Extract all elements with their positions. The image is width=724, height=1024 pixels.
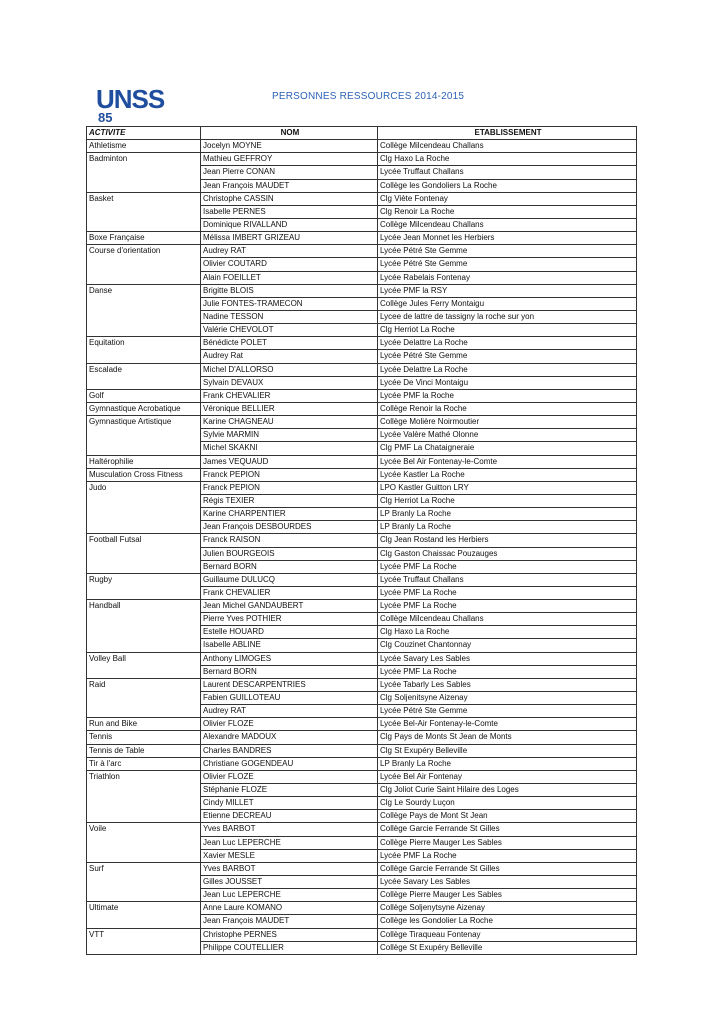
establishment-cell: Clg Viète Fontenay (378, 192, 637, 205)
activity-cell (87, 586, 201, 599)
establishment-cell: Clg Gaston Chaissac Pouzauges (378, 547, 637, 560)
establishment-cell: Lycée Bel Air Fontenay-le-Comte (378, 455, 637, 468)
name-cell: Alexandre MADOUX (201, 731, 378, 744)
table-row (87, 613, 637, 626)
establishment-cell: Lycée De Vinci Montaigu (378, 376, 637, 389)
establishment-cell: Clg Jean Rostand les Herbiers (378, 534, 637, 547)
table-row (87, 731, 637, 744)
activity-cell: Tir à l'arc (87, 757, 201, 770)
table-row (87, 573, 637, 586)
activity-cell: Equitation (87, 337, 201, 350)
resources-table (86, 126, 637, 955)
table-row (87, 508, 637, 521)
table-row (87, 718, 637, 731)
establishment-cell: Collège Tiraqueau Fontenay (378, 928, 637, 941)
activity-cell (87, 665, 201, 678)
establishment-cell: Lycée PMF la Roche (378, 389, 637, 402)
name-cell: Nadine TESSON (201, 310, 378, 323)
name-cell: Xavier MESLE (201, 849, 378, 862)
name-cell: Michel SKAKNI (201, 442, 378, 455)
activity-cell (87, 876, 201, 889)
activity-cell: Boxe Française (87, 232, 201, 245)
page-title: PERSONNES RESSOURCES 2014-2015 (272, 91, 465, 102)
establishment-cell: Collège Milcendeau Challans (378, 140, 637, 153)
activity-cell (87, 692, 201, 705)
name-cell: Cindy MILLET (201, 797, 378, 810)
name-cell: Christophe PERNES (201, 928, 378, 941)
name-cell: Jocelyn MOYNE (201, 140, 378, 153)
activity-cell: Escalade (87, 363, 201, 376)
activity-cell (87, 324, 201, 337)
table-header-row (87, 127, 637, 140)
establishment-cell: Lycée Truffaut Challans (378, 166, 637, 179)
table-row (87, 797, 637, 810)
activity-cell: Badminton (87, 153, 201, 166)
activity-cell (87, 784, 201, 797)
activity-cell: Haltérophilie (87, 455, 201, 468)
establishment-cell: Lycée Delattre La Roche (378, 363, 637, 376)
establishment-cell: Clg Couzinet Chantonnay (378, 639, 637, 652)
name-cell: Franck PEPION (201, 468, 378, 481)
table-row (87, 560, 637, 573)
table-row (87, 337, 637, 350)
activity-cell (87, 705, 201, 718)
table-row (87, 179, 637, 192)
establishment-cell: Collège Pays de Mont St Jean (378, 810, 637, 823)
activity-cell (87, 915, 201, 928)
table-row (87, 547, 637, 560)
table-row (87, 902, 637, 915)
establishment-cell: Clg Pays de Monts St Jean de Monts (378, 731, 637, 744)
name-cell: Julien BOURGEOIS (201, 547, 378, 560)
activity-cell (87, 179, 201, 192)
table-row (87, 402, 637, 415)
table-row (87, 600, 637, 613)
name-cell: Régis TEXIER (201, 494, 378, 507)
table-row (87, 416, 637, 429)
column-header-etablissement: ETABLISSEMENT (378, 127, 637, 140)
name-cell: Gilles JOUSSET (201, 876, 378, 889)
table-row (87, 889, 637, 902)
activity-cell: Ultimate (87, 902, 201, 915)
name-cell: Christiane GOGENDEAU (201, 757, 378, 770)
table-row (87, 429, 637, 442)
table-row (87, 310, 637, 323)
establishment-cell: Collège Pierre Mauger Les Sables (378, 836, 637, 849)
table-row (87, 626, 637, 639)
table-row (87, 652, 637, 665)
table-row (87, 586, 637, 599)
name-cell: Christophe CASSIN (201, 192, 378, 205)
name-cell: Franck RAISON (201, 534, 378, 547)
establishment-cell: Collège Garcie Ferrande St Gilles (378, 862, 637, 875)
table-row (87, 744, 637, 757)
activity-cell (87, 218, 201, 231)
name-cell: Bernard BORN (201, 665, 378, 678)
activity-cell: Danse (87, 284, 201, 297)
activity-cell: Basket (87, 192, 201, 205)
establishment-cell: Lycée Pétré Ste Gemme (378, 350, 637, 363)
establishment-cell: Lycée Rabelais Fontenay (378, 271, 637, 284)
establishment-cell: Lycée Pétré Ste Gemme (378, 245, 637, 258)
establishment-cell: Lycée Truffaut Challans (378, 573, 637, 586)
logo-text: UNSS (96, 84, 165, 114)
table-row (87, 534, 637, 547)
table-row (87, 284, 637, 297)
name-cell: Jean Pierre CONAN (201, 166, 378, 179)
activity-cell: Gymnastique Artistique (87, 416, 201, 429)
activity-cell (87, 429, 201, 442)
table-row (87, 455, 637, 468)
activity-cell (87, 521, 201, 534)
establishment-cell: Clg Renoir La Roche (378, 205, 637, 218)
activity-cell (87, 626, 201, 639)
name-cell: Audrey Rat (201, 350, 378, 363)
name-cell: Jean Michel GANDAUBERT (201, 600, 378, 613)
name-cell: Audrey RAT (201, 245, 378, 258)
establishment-cell: Clg Haxo La Roche (378, 626, 637, 639)
establishment-cell: Clg Soljenitsyne Aizenay (378, 692, 637, 705)
table-row (87, 324, 637, 337)
table-row (87, 705, 637, 718)
establishment-cell: Lycée Savary Les Sables (378, 876, 637, 889)
table-row (87, 389, 637, 402)
name-cell: Véronique BELLIER (201, 402, 378, 415)
name-cell: Isabelle PERNES (201, 205, 378, 218)
establishment-cell: Lycee de lattre de tassigny la roche sur yon (378, 310, 637, 323)
table-row (87, 941, 637, 954)
establishment-cell: Lycée Pétré Ste Gemme (378, 705, 637, 718)
table-row (87, 376, 637, 389)
table-row (87, 757, 637, 770)
name-cell: Jean Luc LEPERCHE (201, 889, 378, 902)
name-cell: Valérie CHEVOLOT (201, 324, 378, 337)
activity-cell (87, 376, 201, 389)
establishment-cell: Lycée Delattre La Roche (378, 337, 637, 350)
column-header-activite: ACTIVITE (87, 127, 201, 140)
name-cell: Michel D'ALLORSO (201, 363, 378, 376)
activity-cell (87, 508, 201, 521)
table-row (87, 245, 637, 258)
name-cell: Etienne DECREAU (201, 810, 378, 823)
activity-cell (87, 810, 201, 823)
table-row (87, 928, 637, 941)
establishment-cell: Clg Haxo La Roche (378, 153, 637, 166)
establishment-cell: Collège Garcie Ferrande St Gilles (378, 823, 637, 836)
establishment-cell: LP Branly La Roche (378, 521, 637, 534)
establishment-cell: Lycée PMF La Roche (378, 665, 637, 678)
name-cell: Alain FOEILLET (201, 271, 378, 284)
activity-cell: Triathlon (87, 770, 201, 783)
table-row (87, 140, 637, 153)
establishment-cell: Collège Renoir la Roche (378, 402, 637, 415)
name-cell: Jean François MAUDET (201, 179, 378, 192)
establishment-cell: Lycée Bel-Air Fontenay-le-Comte (378, 718, 637, 731)
name-cell: Karine CHARPENTIER (201, 508, 378, 521)
name-cell: Stéphanie FLOZE (201, 784, 378, 797)
table-row (87, 297, 637, 310)
activity-cell (87, 271, 201, 284)
table-row (87, 258, 637, 271)
table-row (87, 678, 637, 691)
table-row (87, 363, 637, 376)
activity-cell (87, 836, 201, 849)
activity-cell: Musculation Cross Fitness (87, 468, 201, 481)
table-row (87, 468, 637, 481)
establishment-cell: Clg Joliot Curie Saint Hilaire des Loges (378, 784, 637, 797)
table-row (87, 442, 637, 455)
table-row (87, 665, 637, 678)
table-row (87, 823, 637, 836)
establishment-cell: Lycée PMF La Roche (378, 586, 637, 599)
activity-cell (87, 494, 201, 507)
table-row (87, 271, 637, 284)
establishment-cell: Lycée Pétré Ste Gemme (378, 258, 637, 271)
name-cell: Estelle HOUARD (201, 626, 378, 639)
establishment-cell: Collège Milcendeau Challans (378, 218, 637, 231)
name-cell: Charles BANDRES (201, 744, 378, 757)
establishment-cell: Clg Herriot La Roche (378, 324, 637, 337)
establishment-cell: Collège Milcendeau Challans (378, 613, 637, 626)
activity-cell: Voile (87, 823, 201, 836)
activity-cell: Run and Bike (87, 718, 201, 731)
table-row (87, 862, 637, 875)
name-cell: Olivier FLOZE (201, 718, 378, 731)
establishment-cell: Lycée PMF La Roche (378, 560, 637, 573)
name-cell: Yves BARBOT (201, 823, 378, 836)
table-row (87, 218, 637, 231)
activity-cell: Volley Ball (87, 652, 201, 665)
activity-cell (87, 350, 201, 363)
name-cell: Isabelle ABLINE (201, 639, 378, 652)
activity-cell (87, 205, 201, 218)
name-cell: Mathieu GEFFROY (201, 153, 378, 166)
establishment-cell: Collège Pierre Mauger Les Sables (378, 889, 637, 902)
activity-cell: Football Futsal (87, 534, 201, 547)
name-cell: Sylvain DEVAUX (201, 376, 378, 389)
name-cell: Brigitte BLOIS (201, 284, 378, 297)
activity-cell: Athletisme (87, 140, 201, 153)
name-cell: Bénédicte POLET (201, 337, 378, 350)
activity-cell: Raid (87, 678, 201, 691)
activity-cell: VTT (87, 928, 201, 941)
name-cell: Frank CHEVALIER (201, 586, 378, 599)
name-cell: Fabien GUILLOTEAU (201, 692, 378, 705)
establishment-cell: Clg PMF La Chataigneraie (378, 442, 637, 455)
table-row (87, 915, 637, 928)
establishment-cell: Lycée PMF la RSY (378, 284, 637, 297)
name-cell: Julie FONTES-TRAMECON (201, 297, 378, 310)
establishment-cell: Collège Molière Noirmoutier (378, 416, 637, 429)
activity-cell: Tennis de Table (87, 744, 201, 757)
establishment-cell: Collège Soljenytsyne Aizenay (378, 902, 637, 915)
establishment-cell: Collège les Gondoliers La Roche (378, 179, 637, 192)
activity-cell (87, 547, 201, 560)
establishment-cell: Collège les Gondolier La Roche (378, 915, 637, 928)
logo-number: 85 (98, 110, 113, 124)
name-cell: Mélissa IMBERT GRIZEAU (201, 232, 378, 245)
activity-cell (87, 941, 201, 954)
establishment-cell: Lycée Bel Air Fontenay (378, 770, 637, 783)
table-row (87, 521, 637, 534)
activity-cell: Judo (87, 481, 201, 494)
activity-cell: Gymnastique Acrobatique (87, 402, 201, 415)
establishment-cell: Collège Jules Ferry Montaigu (378, 297, 637, 310)
name-cell: Philippe COUTELLIER (201, 941, 378, 954)
column-header-nom: NOM (201, 127, 378, 140)
name-cell: Olivier COUTARD (201, 258, 378, 271)
name-cell: Franck PEPION (201, 481, 378, 494)
table-row (87, 481, 637, 494)
activity-cell (87, 889, 201, 902)
name-cell: Jean François MAUDET (201, 915, 378, 928)
table-row (87, 849, 637, 862)
establishment-cell: Lycée Tabarly Les Sables (378, 678, 637, 691)
establishment-cell: Clg St Exupéry Belleville (378, 744, 637, 757)
activity-cell: Rugby (87, 573, 201, 586)
activity-cell (87, 442, 201, 455)
establishment-cell: LPO Kastler Guitton LRY (378, 481, 637, 494)
activity-cell: Golf (87, 389, 201, 402)
establishment-cell: Lycée Kastler La Roche (378, 468, 637, 481)
table-row (87, 153, 637, 166)
table-row (87, 494, 637, 507)
name-cell: Bernard BORN (201, 560, 378, 573)
table-row (87, 205, 637, 218)
name-cell: Audrey RAT (201, 705, 378, 718)
establishment-cell: LP Branly La Roche (378, 757, 637, 770)
table-body (87, 140, 637, 955)
activity-cell (87, 797, 201, 810)
table-row (87, 692, 637, 705)
unss-logo (94, 84, 188, 124)
name-cell: Laurent DESCARPENTRIES (201, 678, 378, 691)
name-cell: Karine CHAGNEAU (201, 416, 378, 429)
activity-cell (87, 639, 201, 652)
table-row (87, 770, 637, 783)
establishment-cell: Lycée Jean Monnet les Herbiers (378, 232, 637, 245)
activity-cell (87, 297, 201, 310)
name-cell: Pierre Yves POTHIER (201, 613, 378, 626)
name-cell: Anne Laure KOMANO (201, 902, 378, 915)
establishment-cell: Clg Herriot La Roche (378, 494, 637, 507)
table-row (87, 232, 637, 245)
activity-cell (87, 613, 201, 626)
table-row (87, 784, 637, 797)
name-cell: Jean Luc LEPERCHE (201, 836, 378, 849)
name-cell: James VEQUAUD (201, 455, 378, 468)
table-row (87, 192, 637, 205)
activity-cell (87, 849, 201, 862)
activity-cell (87, 560, 201, 573)
table-row (87, 876, 637, 889)
name-cell: Frank CHEVALIER (201, 389, 378, 402)
name-cell: Jean François DESBOURDES (201, 521, 378, 534)
establishment-cell: Collège St Exupéry Belleville (378, 941, 637, 954)
activity-cell: Handball (87, 600, 201, 613)
table-row (87, 350, 637, 363)
table-row (87, 639, 637, 652)
activity-cell (87, 258, 201, 271)
establishment-cell: Lycée Valère Mathé Olonne (378, 429, 637, 442)
activity-cell (87, 166, 201, 179)
establishment-cell: Lycée PMF La Roche (378, 849, 637, 862)
table-row (87, 836, 637, 849)
establishment-cell: Lycée PMF La Roche (378, 600, 637, 613)
establishment-cell: Lycée Savary Les Sables (378, 652, 637, 665)
activity-cell: Tennis (87, 731, 201, 744)
activity-cell (87, 310, 201, 323)
establishment-cell: LP Branly La Roche (378, 508, 637, 521)
establishment-cell: Clg Le Sourdy Luçon (378, 797, 637, 810)
name-cell: Guillaume DULUCQ (201, 573, 378, 586)
activity-cell: Surf (87, 862, 201, 875)
table-row (87, 166, 637, 179)
name-cell: Yves BARBOT (201, 862, 378, 875)
name-cell: Olivier FLOZE (201, 770, 378, 783)
table-row (87, 810, 637, 823)
name-cell: Sylvie MARMIN (201, 429, 378, 442)
activity-cell: Course d'orientation (87, 245, 201, 258)
name-cell: Dominique RIVALLAND (201, 218, 378, 231)
name-cell: Anthony LIMOGES (201, 652, 378, 665)
